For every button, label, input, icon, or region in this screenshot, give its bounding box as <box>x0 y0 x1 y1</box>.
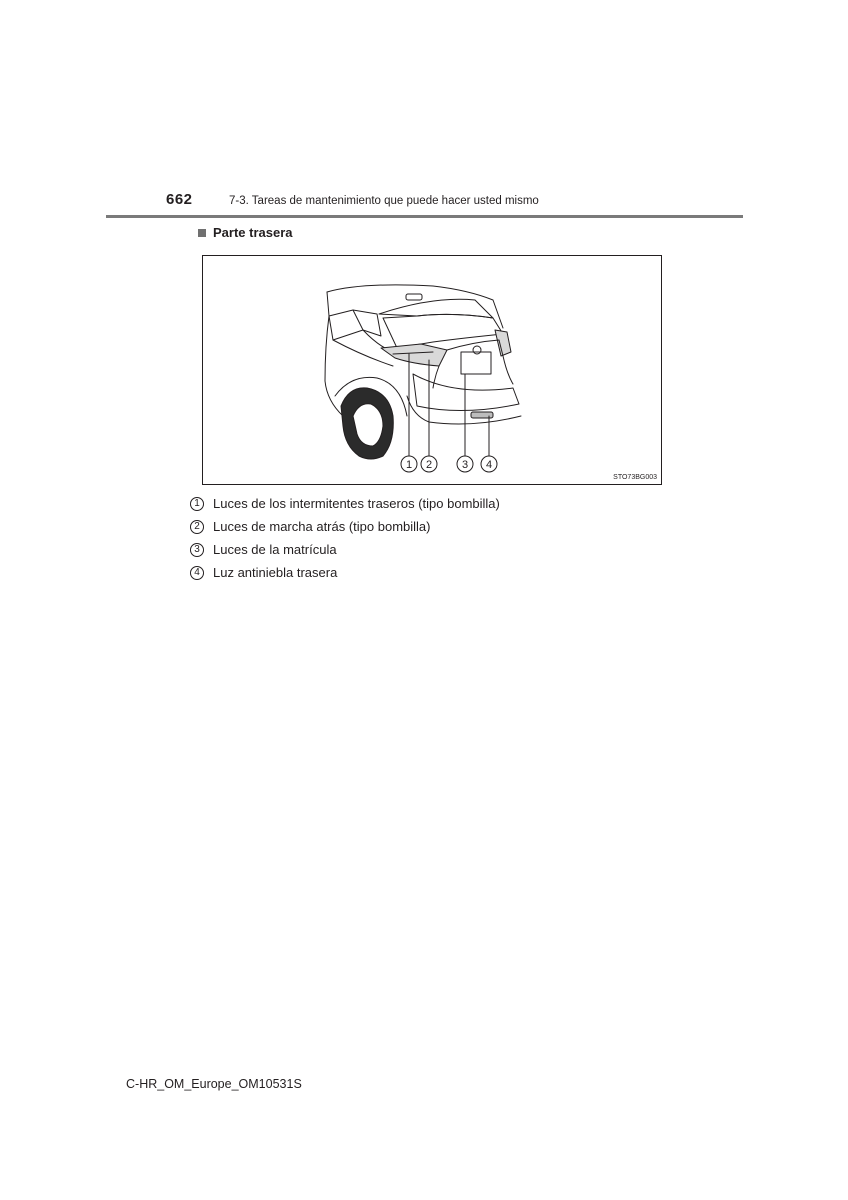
callout-4-label: 4 <box>485 459 493 471</box>
callout-2-label: 2 <box>425 459 433 471</box>
legend-item <box>190 561 500 584</box>
chapter-title: 7-3. Tareas de mantenimiento que puede hacer usted mismo <box>229 195 539 207</box>
legend-item <box>190 515 500 538</box>
callout-3 <box>457 456 473 472</box>
legend-text: Luz antiniebla trasera <box>213 565 338 580</box>
section-heading <box>198 225 293 240</box>
legend-item <box>190 538 500 561</box>
callout-3-label: 3 <box>461 459 469 471</box>
legend-number: 2 <box>190 520 204 534</box>
figure-code: STO73BG003 <box>613 474 657 481</box>
footer-doc-code: C-HR_OM_Europe_OM10531S <box>126 1077 302 1091</box>
legend-number: 4 <box>190 566 204 580</box>
callout-4 <box>481 456 497 472</box>
header-rule <box>106 215 743 218</box>
legend-item <box>190 492 500 515</box>
section-heading-text: Parte trasera <box>213 225 293 240</box>
legend-text: Luces de la matrícula <box>213 542 337 557</box>
legend-number: 3 <box>190 543 204 557</box>
legend-list <box>190 492 500 584</box>
callout-2 <box>421 456 437 472</box>
rear-lights-figure <box>202 255 662 485</box>
callout-1-label: 1 <box>405 459 413 471</box>
page-number: 662 <box>166 191 193 208</box>
square-bullet-icon <box>198 229 206 237</box>
callout-1 <box>401 456 417 472</box>
legend-number: 1 <box>190 497 204 511</box>
callout-layer <box>203 256 663 486</box>
legend-text: Luces de marcha atrás (tipo bombilla) <box>213 519 431 534</box>
legend-text: Luces de los intermitentes traseros (tipo bombilla) <box>213 496 500 511</box>
